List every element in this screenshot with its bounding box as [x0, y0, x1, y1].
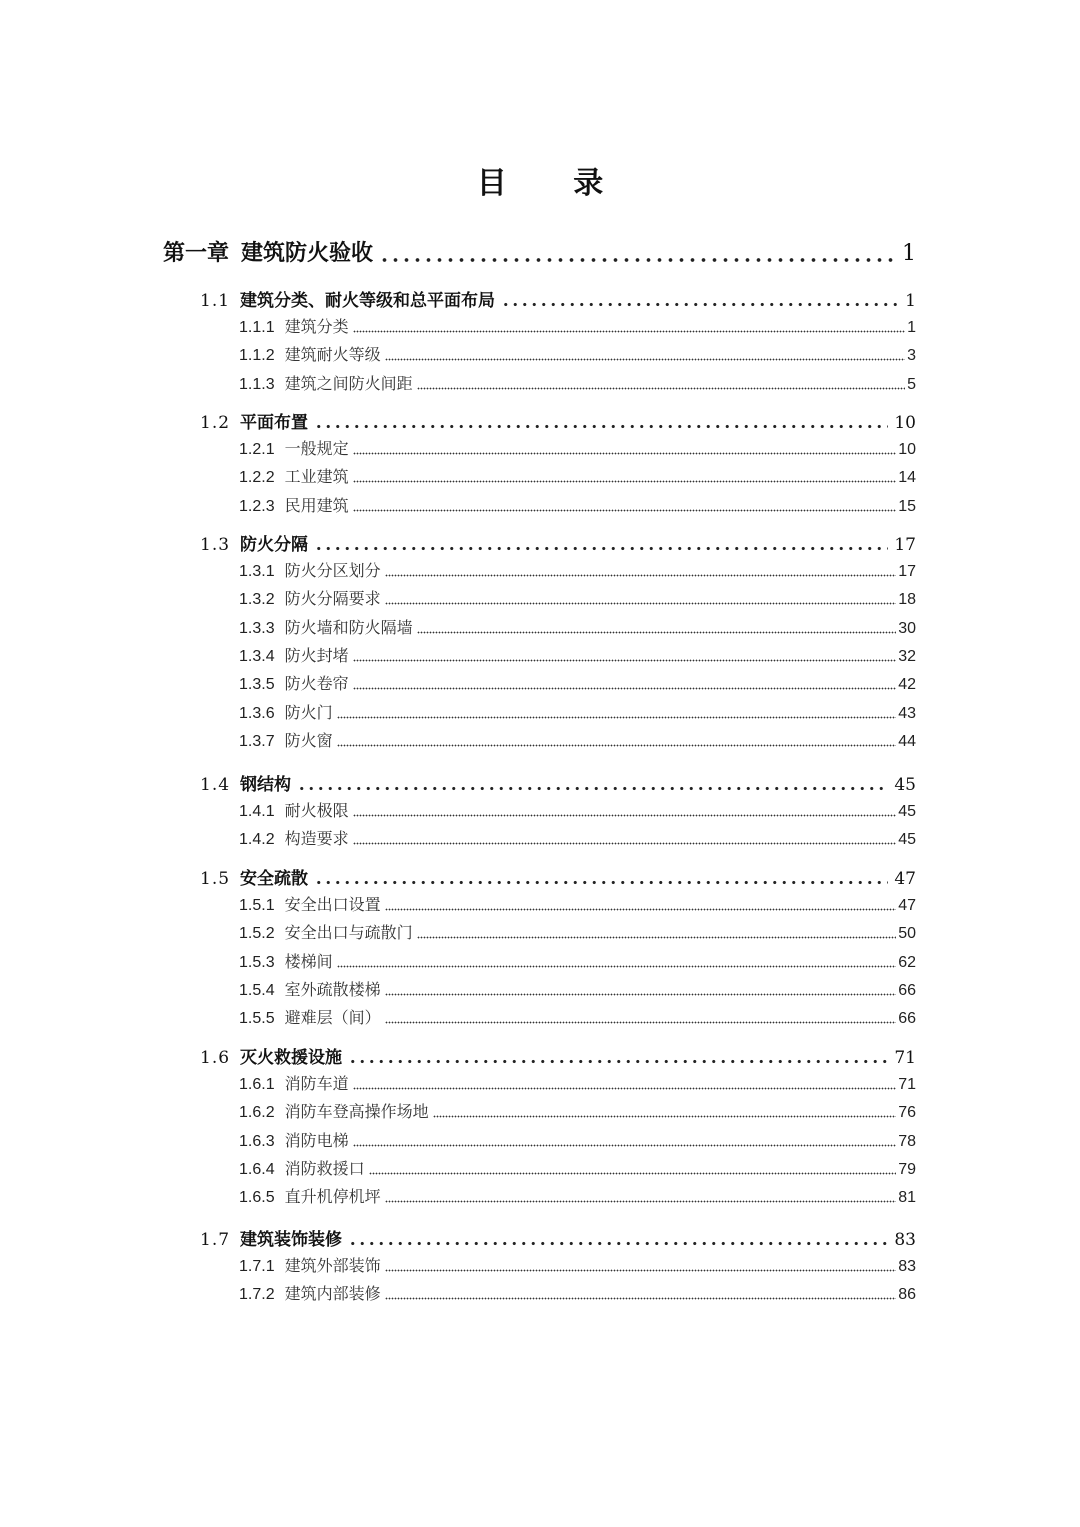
toc-section-entry[interactable]: [200, 286, 916, 311]
entry-title: 钢结构: [240, 775, 292, 795]
entry-title: 消防车登高操作场地: [284, 1102, 429, 1122]
entry-number: 1.3.6: [239, 704, 275, 722]
toc-subsection-entry[interactable]: [239, 643, 916, 666]
page-number: 83: [898, 1258, 916, 1275]
entry-title: 防火封堵: [284, 645, 349, 665]
dot-leader: [314, 880, 888, 885]
entry-number: 1.5.5: [239, 1010, 275, 1028]
dot-leader: [348, 1059, 888, 1064]
toc-subsection-entry[interactable]: [239, 558, 916, 581]
page-number: 45: [898, 831, 916, 849]
toc-subsection-entry[interactable]: [239, 1281, 916, 1304]
toc-subsection-entry[interactable]: [239, 1099, 916, 1122]
toc-subsection-entry[interactable]: [239, 314, 916, 337]
entry-number: 1.5.2: [239, 925, 275, 943]
page-number: 3: [907, 347, 916, 365]
page-number: 76: [898, 1104, 916, 1122]
entry-title: 直升机停机坪: [284, 1187, 381, 1207]
dot-leader: [501, 302, 899, 307]
page-number: 1: [905, 291, 916, 311]
toc-subsection-entry[interactable]: [239, 1253, 916, 1276]
entry-number: 1.6.1: [239, 1076, 275, 1093]
toc-subsection-entry[interactable]: [239, 920, 916, 943]
page-number: 5: [907, 375, 916, 393]
dot-leader: [385, 358, 905, 361]
dot-leader: [353, 814, 897, 817]
toc-subsection-entry[interactable]: [239, 493, 916, 516]
page-number: 17: [898, 563, 916, 580]
toc-section-entry[interactable]: [200, 530, 916, 555]
dot-leader: [353, 1087, 897, 1090]
entry-number: 1.3.2: [239, 591, 275, 609]
toc-section-entry[interactable]: [200, 770, 916, 795]
entry-title: 建筑分类: [284, 317, 349, 336]
dot-leader: [314, 546, 888, 551]
page-number: 1: [902, 241, 916, 266]
entry-title: 防火墙和防火隔墙: [284, 617, 413, 637]
toc-subsection-entry[interactable]: [239, 671, 916, 694]
toc-subsection-entry[interactable]: [239, 436, 916, 459]
entry-title: 建筑分类、耐火等级和总平面布局: [240, 291, 496, 311]
dot-leader: [353, 480, 897, 483]
entry-number: 1.4.2: [239, 831, 275, 849]
dot-leader: [337, 965, 897, 968]
entry-title: 防火分隔要求: [284, 589, 381, 609]
toc-subsection-entry[interactable]: [239, 371, 916, 394]
entry-number: 1.7.2: [239, 1286, 275, 1304]
dot-leader: [348, 1241, 888, 1246]
page-number: 45: [894, 775, 916, 795]
page-number: 45: [898, 803, 916, 820]
entry-title: 建筑内部装修: [284, 1284, 381, 1304]
page-number: 42: [898, 676, 916, 694]
dot-leader: [353, 1144, 897, 1147]
entry-number: 1.6.3: [239, 1132, 275, 1150]
page-number: 15: [898, 497, 916, 515]
page-number: 66: [898, 981, 916, 999]
page-number: 14: [898, 469, 916, 487]
entry-title: 建筑外部装饰: [284, 1256, 381, 1275]
page-number: 86: [898, 1286, 916, 1304]
page-number: 44: [898, 732, 916, 750]
toc-section-entry[interactable]: [200, 1043, 916, 1068]
dot-leader: [385, 1297, 897, 1300]
toc-subsection-entry[interactable]: [239, 892, 916, 915]
entry-number: 1.2: [200, 413, 231, 433]
toc-subsection-entry[interactable]: [239, 798, 916, 821]
page-number: 66: [898, 1010, 916, 1028]
toc-section-entry[interactable]: [200, 408, 916, 433]
entry-title: 平面布置: [240, 413, 309, 433]
toc-section-entry[interactable]: [200, 1225, 916, 1250]
toc-subsection-entry[interactable]: [239, 615, 916, 638]
page-number: 17: [894, 535, 916, 555]
toc-section-entry[interactable]: [200, 864, 916, 889]
entry-number: 1.1: [200, 291, 231, 311]
entry-number: 1.7: [200, 1230, 231, 1250]
toc-subsection-entry[interactable]: [239, 342, 916, 365]
dot-leader: [353, 452, 897, 455]
entry-title: 防火卷帘: [284, 674, 349, 694]
entry-title: 安全出口设置: [284, 895, 381, 914]
page-number: 43: [898, 704, 916, 722]
dot-leader: [369, 1172, 897, 1175]
dot-leader: [417, 631, 897, 634]
entry-title: 一般规定: [284, 439, 349, 458]
page-number: 47: [894, 869, 916, 889]
page-number: 10: [894, 413, 916, 433]
toc-subsection-entry[interactable]: [239, 464, 916, 487]
entry-title: 消防车道: [284, 1074, 349, 1093]
page-number: 47: [898, 897, 916, 914]
entry-title: 楼梯间: [284, 951, 333, 971]
entry-title: 灭火救援设施: [240, 1048, 343, 1068]
toc-subsection-entry[interactable]: [239, 1184, 916, 1207]
page-number: 79: [898, 1160, 916, 1178]
dot-leader: [353, 687, 897, 690]
entry-number: 1.3.1: [239, 563, 275, 580]
page-number: 78: [898, 1132, 916, 1150]
page-number: 1: [907, 319, 916, 336]
toc-subsection-entry[interactable]: [239, 977, 916, 1000]
page-number: 81: [898, 1189, 916, 1207]
dot-leader: [353, 842, 897, 845]
entry-number: 1.3.7: [239, 732, 275, 750]
entry-number: 1.3.4: [239, 647, 275, 665]
entry-title: 建筑耐火等级: [284, 345, 381, 365]
entry-number: 1.2.2: [239, 469, 275, 487]
dot-leader: [417, 936, 897, 939]
toc-subsection-entry[interactable]: [239, 586, 916, 609]
entry-number: 1.2.3: [239, 497, 275, 515]
entry-number: 1.6: [200, 1048, 231, 1068]
entry-number: 1.7.1: [239, 1258, 275, 1275]
entry-title: 防火分区划分: [284, 561, 381, 580]
dot-leader: [337, 744, 897, 747]
page-number: 71: [898, 1076, 916, 1093]
dot-leader: [379, 257, 896, 263]
dot-leader: [385, 1269, 897, 1272]
entry-number: 1.1.2: [239, 347, 275, 365]
entry-number: 1.2.1: [239, 441, 275, 458]
page-number: 83: [894, 1230, 916, 1250]
entry-number: 1.5: [200, 869, 231, 889]
toc-subsection-entry[interactable]: [239, 1071, 916, 1094]
dot-leader: [385, 908, 897, 911]
chapter-number: 第一章: [163, 241, 230, 266]
entry-number: 1.5.4: [239, 981, 275, 999]
entry-number: 1.6.2: [239, 1104, 275, 1122]
page-number: 32: [898, 647, 916, 665]
entry-number: 1.4: [200, 775, 231, 795]
entry-title: 构造要求: [284, 829, 349, 849]
page-number: 18: [898, 591, 916, 609]
entry-title: 建筑装饰装修: [240, 1230, 343, 1250]
entry-number: 1.6.5: [239, 1189, 275, 1207]
page-number: 62: [898, 953, 916, 971]
entry-title: 工业建筑: [284, 467, 349, 487]
dot-leader: [385, 1200, 897, 1203]
dot-leader: [353, 330, 905, 333]
dot-leader: [297, 786, 888, 791]
toc-subsection-entry[interactable]: [239, 728, 916, 751]
toc-subsection-entry[interactable]: [239, 1005, 916, 1028]
entry-title: 避难层（间）: [284, 1008, 381, 1028]
entry-number: 1.5.1: [239, 897, 275, 914]
entry-title: 防火窗: [284, 730, 333, 750]
entry-number: 1.3: [200, 535, 231, 555]
dot-leader: [433, 1115, 897, 1118]
page-number: 10: [898, 441, 916, 458]
entry-number: 1.4.1: [239, 803, 275, 820]
entry-title: 室外疏散楼梯: [284, 979, 381, 999]
entry-number: 1.6.4: [239, 1160, 275, 1178]
dot-leader: [314, 424, 888, 429]
dot-leader: [353, 509, 897, 512]
entry-title: 耐火极限: [284, 801, 349, 820]
toc-subsection-entry[interactable]: [239, 826, 916, 849]
page-number: 50: [898, 925, 916, 943]
entry-number: 1.1.1: [239, 319, 275, 336]
entry-title: 安全出口与疏散门: [284, 923, 413, 943]
toc-subsection-entry[interactable]: [239, 1128, 916, 1151]
entry-title: 防火分隔: [240, 535, 309, 555]
toc-subsection-entry[interactable]: [239, 700, 916, 723]
entry-title: 消防救援口: [284, 1158, 365, 1178]
toc-subsection-entry[interactable]: [239, 1156, 916, 1179]
dot-leader: [385, 1021, 897, 1024]
dot-leader: [417, 387, 905, 390]
dot-leader: [385, 993, 897, 996]
entry-title: 民用建筑: [284, 495, 349, 515]
entry-number: 1.3.5: [239, 676, 275, 694]
entry-title: 建筑之间防火间距: [284, 373, 413, 393]
dot-leader: [385, 602, 897, 605]
dot-leader: [353, 659, 897, 662]
entry-number: 1.5.3: [239, 953, 275, 971]
page-number: 30: [898, 619, 916, 637]
toc-subsection-entry[interactable]: [239, 949, 916, 972]
chapter-title: 建筑防火验收: [241, 241, 374, 266]
entry-title: 消防电梯: [284, 1130, 349, 1150]
entry-title: 防火门: [284, 702, 333, 722]
entry-number: 1.1.3: [239, 375, 275, 393]
page-title: 目 录: [476, 166, 632, 201]
entry-number: 1.3.3: [239, 619, 275, 637]
dot-leader: [385, 574, 897, 577]
entry-title: 安全疏散: [240, 869, 309, 889]
page-number: 71: [894, 1048, 916, 1068]
toc-chapter-entry[interactable]: [163, 236, 916, 267]
dot-leader: [337, 716, 897, 719]
